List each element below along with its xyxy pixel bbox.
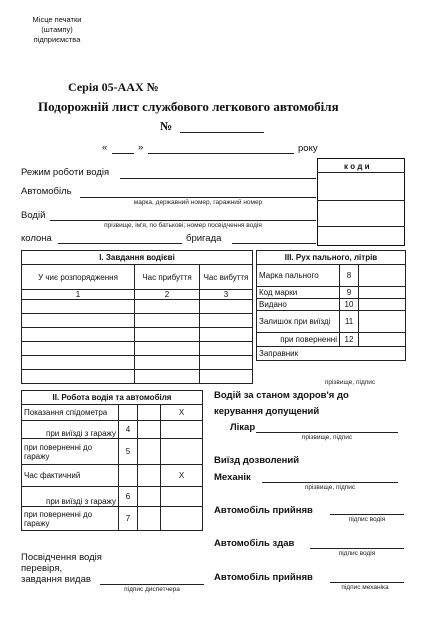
- section2-row-code: 7: [119, 507, 138, 531]
- cert-line1: Посвідчення водія: [21, 552, 102, 563]
- brigade-line[interactable]: [232, 243, 316, 244]
- section3-row-value[interactable]: [359, 265, 406, 287]
- section2-row-code: 6: [119, 487, 138, 507]
- dispatcher-sign-line[interactable]: [100, 584, 204, 585]
- mode-line[interactable]: [120, 178, 316, 179]
- section1-cell[interactable]: [135, 356, 200, 370]
- stamp-placeholder: [22, 15, 92, 45]
- section3-sign-hint: прізвище, підпис: [324, 379, 376, 386]
- section2-row-code: [119, 405, 138, 421]
- section3-row-label: при поверненні: [257, 333, 340, 347]
- section2-row-value[interactable]: [138, 421, 161, 439]
- section1-table: [21, 250, 253, 384]
- mechanic-label: Механік: [214, 472, 251, 483]
- section1-cell[interactable]: [200, 370, 253, 384]
- handed-label: Автомобіль здав: [214, 538, 295, 549]
- section3-row-label: Код марки: [257, 287, 340, 299]
- year-label: року: [298, 143, 318, 154]
- section1-cell[interactable]: [135, 314, 200, 328]
- series-label: Серія 05-ААХ №: [68, 80, 159, 94]
- codes-label: к о д и: [344, 162, 370, 171]
- accepted2-line[interactable]: [330, 582, 404, 583]
- date-day-line[interactable]: [112, 153, 134, 154]
- brigade-label: бригада: [186, 233, 222, 244]
- column-label: колона: [21, 233, 52, 244]
- stamp-line2: (штампу): [41, 25, 73, 34]
- section1-cell[interactable]: [200, 356, 253, 370]
- section2-row-value[interactable]: [138, 439, 161, 465]
- number-line[interactable]: [180, 132, 264, 133]
- document-title: Подорожній лист службового легкового автомобіля: [38, 99, 339, 114]
- section3-row-label: Залишок при виїзді: [257, 311, 340, 333]
- date-open: «: [102, 142, 108, 153]
- section2-row-label: Час фактичний: [22, 465, 119, 487]
- section3-row-label: Марка пального: [257, 265, 340, 287]
- section1-cell[interactable]: [135, 370, 200, 384]
- codes-header-line: [317, 172, 405, 173]
- dispatcher-block: [21, 552, 102, 585]
- section3-row-label: Видано: [257, 299, 340, 311]
- section1-cell[interactable]: [135, 342, 200, 356]
- section3-row-value[interactable]: [359, 287, 406, 299]
- section3-title: ІІІ. Рух пального, літрів: [257, 251, 406, 265]
- mechanic-sign-hint: підпис механіка: [341, 584, 389, 591]
- section1-cell[interactable]: [135, 300, 200, 314]
- section2-row-label: при виїзді з гаражу: [22, 421, 119, 439]
- section3-row-code: 9: [340, 287, 359, 299]
- car-hint: марка, державний номер, гаражний номер: [133, 199, 263, 206]
- section1-cell[interactable]: [22, 370, 135, 384]
- section1-cell[interactable]: [22, 356, 135, 370]
- number-label: №: [160, 119, 173, 133]
- section1-cell[interactable]: [22, 328, 135, 342]
- accepted1-line[interactable]: [330, 514, 404, 515]
- mechanic-line[interactable]: [262, 482, 398, 483]
- codes-row-line2: [317, 226, 405, 227]
- car-label: Автомобіль: [21, 186, 72, 197]
- section1-num2: 2: [135, 290, 200, 300]
- section3-row-code: 10: [340, 299, 359, 311]
- section1-num3: 3: [200, 290, 253, 300]
- section1-cell[interactable]: [200, 314, 253, 328]
- date-close: »: [138, 142, 144, 153]
- stamp-line3: підприємства: [33, 35, 81, 44]
- driver-hint: прізвище, ім'я, по батькові; номер посвідчення водія: [104, 222, 262, 229]
- section2-row-label: при виїзді з гаражу: [22, 487, 119, 507]
- health-line2: керування допущений: [214, 406, 320, 417]
- section2-row-code: 5: [119, 439, 138, 465]
- section2-row-value[interactable]: [138, 405, 161, 421]
- section2-table: [21, 390, 203, 531]
- health-line1: Водій за станом здоров'я до: [214, 390, 349, 401]
- section1-col-departure: Час вибуття: [200, 265, 253, 290]
- section2-row-label: при поверненні до гаражу: [22, 439, 119, 465]
- section1-cell[interactable]: [200, 300, 253, 314]
- doctor-hint: прізвище, підпис: [301, 434, 353, 441]
- mode-label: Режим роботи водія: [21, 167, 110, 178]
- dispatcher-hint: підпис диспетчера: [124, 586, 180, 593]
- section1-cell[interactable]: [22, 314, 135, 328]
- doctor-line[interactable]: [256, 432, 398, 433]
- section3-refueler-label: Заправник: [257, 347, 406, 361]
- driver-label: Водій: [21, 210, 46, 221]
- handed-line[interactable]: [310, 548, 404, 549]
- section2-row-label: при поверненні до гаражу: [22, 507, 119, 531]
- section3-row-value[interactable]: [359, 311, 406, 333]
- section2-row-x: [161, 421, 203, 439]
- section3-row-value[interactable]: [359, 333, 406, 347]
- cert-line3: завдання видав: [21, 574, 91, 585]
- column-line[interactable]: [58, 243, 182, 244]
- doctor-label: Лікар: [230, 422, 256, 433]
- section1-cell[interactable]: [200, 328, 253, 342]
- section1-col-arrival: Час прибуття: [135, 265, 200, 290]
- section2-row-x: [161, 439, 203, 465]
- section2-row-value[interactable]: [138, 507, 161, 531]
- driver-sign-hint: підпис водія: [348, 516, 386, 523]
- section1-cell[interactable]: [200, 342, 253, 356]
- section3-table: [256, 250, 406, 361]
- section1-col-order: У чиє розпорядження: [22, 265, 135, 290]
- section2-row-code: 4: [119, 421, 138, 439]
- cert-line2: перевіря,: [21, 563, 63, 574]
- date-month-line[interactable]: [148, 153, 294, 154]
- section1-cell[interactable]: [22, 300, 135, 314]
- stamp-line1: Місце печатки: [32, 15, 82, 24]
- section1-num1: 1: [22, 290, 135, 300]
- car-line[interactable]: [80, 197, 316, 198]
- section1-cell[interactable]: [135, 328, 200, 342]
- section2-row-code: [119, 465, 138, 487]
- section1-cell[interactable]: [22, 342, 135, 356]
- accepted2-label: Автомобіль прийняв: [214, 572, 313, 583]
- accepted1-label: Автомобіль прийняв: [214, 505, 313, 516]
- section3-row-code: 8: [340, 265, 359, 287]
- section3-row-value[interactable]: [359, 299, 406, 311]
- exit-allowed-label: Виїзд дозволений: [214, 455, 300, 466]
- section2-row-value[interactable]: [138, 487, 161, 507]
- mechanic-hint: прізвище, підпис: [304, 484, 356, 491]
- section2-row-x: X: [161, 405, 203, 421]
- section2-row-x: X: [161, 465, 203, 487]
- driver-line[interactable]: [50, 220, 316, 221]
- section2-row-x: [161, 507, 203, 531]
- driver-sign-hint2: підпис водія: [338, 550, 376, 557]
- codes-row-line1: [317, 200, 405, 201]
- section1-title: І. Завдання водієві: [22, 251, 253, 265]
- section3-row-code: 12: [340, 333, 359, 347]
- section2-row-value[interactable]: [138, 465, 161, 487]
- section3-row-code: 11: [340, 311, 359, 333]
- section2-title: ІІ. Робота водія та автомобіля: [22, 391, 203, 405]
- section2-row-label: Показання спідометра: [22, 405, 119, 421]
- section2-row-x: [161, 487, 203, 507]
